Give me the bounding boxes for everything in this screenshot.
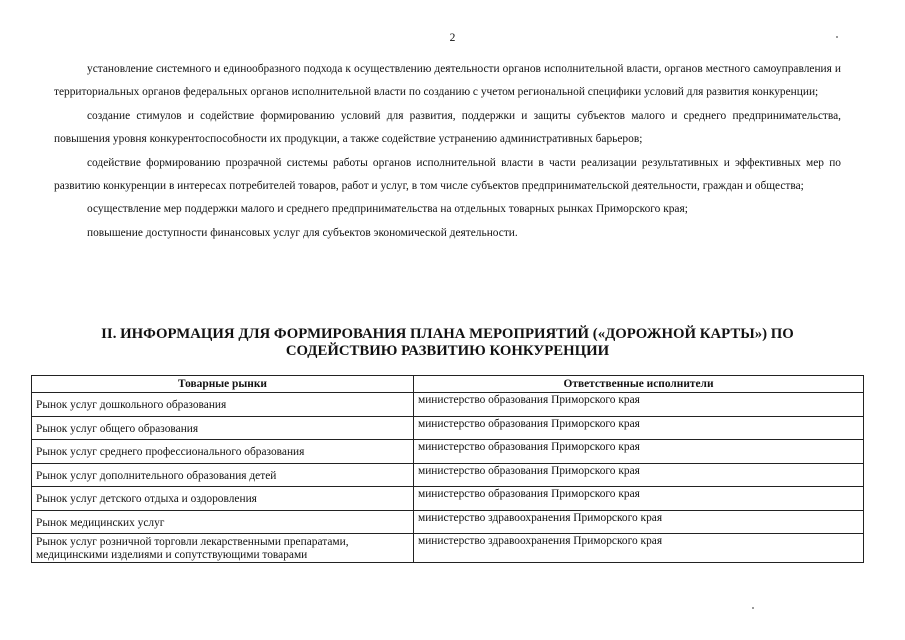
- executor-cell: министерство образования Приморского края: [414, 487, 864, 511]
- table-row: [32, 487, 864, 511]
- scan-speck: [752, 607, 754, 609]
- market-cell: Рынок услуг детского отдыха и оздоровления: [32, 487, 414, 511]
- table-row: [32, 463, 864, 487]
- executor-cell: министерство образования Приморского края: [414, 393, 864, 417]
- executor-cell: министерство образования Приморского края: [414, 416, 864, 440]
- market-cell: Рынок услуг дополнительного образования детей: [32, 463, 414, 487]
- table-row: [32, 534, 864, 563]
- section-title: II. ИНФОРМАЦИЯ ДЛЯ ФОРМИРОВАНИЯ ПЛАНА МЕРОПРИЯТИЙ («ДОРОЖНОЙ КАРТЫ») ПО СОДЕЙСТВИЮ РАЗВИТИЮ КОНКУРЕНЦИИ: [101, 326, 794, 359]
- table-row: [32, 393, 864, 417]
- paragraph: создание стимулов и содействие формированию условий для развития, поддержки и защиты субъектов малого и среднего предпринимательства, повышения уровня конкурентоспособности их продукции, а также содействие устранению административных барьеров;: [54, 109, 841, 146]
- paragraph: осуществление мер поддержки малого и среднего предпринимательства на отдельных товарных рынках Приморского края;: [87, 203, 688, 216]
- table-row: [32, 510, 864, 534]
- table-row: [32, 440, 864, 464]
- scan-speck: [836, 36, 838, 38]
- market-cell: Рынок медицинских услуг: [32, 510, 414, 534]
- table-header-row: [32, 376, 864, 393]
- market-cell: Рынок услуг дошкольного образования: [32, 393, 414, 417]
- paragraph: установление системного и единообразного подхода к осуществлению деятельности органов исполнительной власти, органов местного самоуправления и территориальных органов федеральных органов исполнительной власти по созданию с учетом региональной специфики условий для развития конкуренции;: [54, 63, 841, 99]
- executor-cell: министерство здравоохранения Приморского края: [414, 534, 864, 563]
- paragraph: повышение доступности финансовых услуг для субъектов экономической деятельности.: [87, 226, 518, 239]
- table-row: [32, 416, 864, 440]
- column-header-markets: Товарные рынки: [32, 376, 414, 393]
- executor-cell: министерство образования Приморского края: [414, 463, 864, 487]
- body-text: [54, 58, 841, 245]
- market-cell: Рынок услуг среднего профессионального образования: [32, 440, 414, 464]
- executor-cell: министерство образования Приморского края: [414, 440, 864, 464]
- market-cell: Рынок услуг общего образования: [32, 416, 414, 440]
- paragraph: содействие формированию прозрачной системы работы органов исполнительной власти в части реализации результативных и эффективных мер по развитию конкуренции в интересах потребителей товаров, работ и услуг, в том числе субъектов предпринимательской деятельности, граждан и общества;: [54, 156, 841, 193]
- executor-cell: министерство здравоохранения Приморского края: [414, 510, 864, 534]
- page-number: 2: [449, 32, 456, 44]
- markets-table: [31, 375, 864, 563]
- column-header-executors: Ответственные исполнители: [414, 376, 864, 393]
- market-cell: Рынок услуг розничной торговли лекарственными препаратами, медицинскими изделиями и сопутствующими товарами: [32, 534, 414, 563]
